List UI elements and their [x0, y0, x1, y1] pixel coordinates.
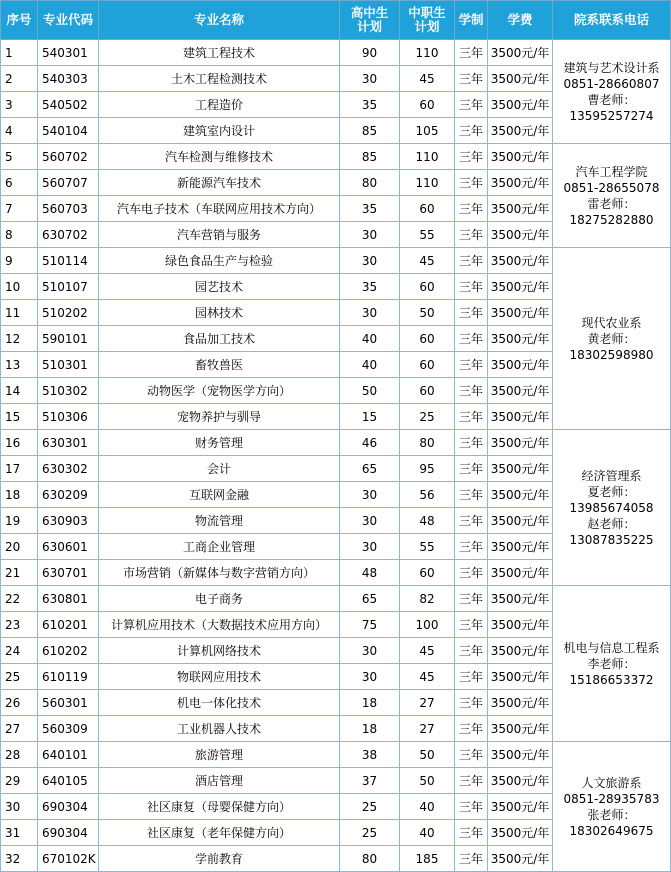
hs-plan-cell: 85: [340, 144, 400, 170]
major-name-cell: 汽车营销与服务: [99, 222, 340, 248]
major-code-cell: 630301: [38, 430, 99, 456]
vs-plan-cell: 40: [400, 820, 455, 846]
tuition-fee-cell: 3500元/年: [488, 144, 553, 170]
tuition-fee-cell: 3500元/年: [488, 92, 553, 118]
major-code-cell: 630302: [38, 456, 99, 482]
vs-plan-cell: 40: [400, 794, 455, 820]
major-code-cell: 690304: [38, 794, 99, 820]
row-index-cell: 24: [1, 638, 38, 664]
table-row: [1, 742, 671, 768]
tuition-fee-cell: 3500元/年: [488, 846, 553, 872]
duration-cell: 三年: [455, 768, 488, 794]
department-contact-line: 13595257274: [569, 108, 654, 123]
major-code-cell: 610201: [38, 612, 99, 638]
major-code-cell: 510301: [38, 352, 99, 378]
vs-plan-cell: 60: [400, 92, 455, 118]
major-name-cell: 园林技术: [99, 300, 340, 326]
tuition-fee-cell: 3500元/年: [488, 66, 553, 92]
major-code-cell: 640105: [38, 768, 99, 794]
hs-plan-cell: 90: [340, 40, 400, 66]
tuition-fee-cell: 3500元/年: [488, 248, 553, 274]
tuition-fee-cell: 3500元/年: [488, 508, 553, 534]
major-code-cell: 560707: [38, 170, 99, 196]
duration-cell: 三年: [455, 482, 488, 508]
major-code-cell: 630601: [38, 534, 99, 560]
row-index-cell: 20: [1, 534, 38, 560]
duration-cell: 三年: [455, 144, 488, 170]
tuition-fee-cell: 3500元/年: [488, 222, 553, 248]
department-contact-line: 经济管理系: [581, 468, 642, 483]
hs-plan-cell: 37: [340, 768, 400, 794]
header-hs-plan-line-2: 计划: [356, 19, 382, 34]
tuition-fee-cell: 3500元/年: [488, 352, 553, 378]
tuition-fee-cell: 3500元/年: [488, 742, 553, 768]
major-name-cell: 酒店管理: [99, 768, 340, 794]
vs-plan-cell: 80: [400, 430, 455, 456]
row-index-cell: 18: [1, 482, 38, 508]
row-index-cell: 11: [1, 300, 38, 326]
duration-cell: 三年: [455, 248, 488, 274]
department-contact-line: 现代农业系: [581, 315, 642, 330]
major-name-cell: 土木工程检测技术: [99, 66, 340, 92]
major-name-cell: 建筑工程技术: [99, 40, 340, 66]
table-row: [1, 586, 671, 612]
tuition-fee-cell: 3500元/年: [488, 586, 553, 612]
duration-cell: 三年: [455, 456, 488, 482]
major-name-cell: 工商企业管理: [99, 534, 340, 560]
major-code-cell: 540104: [38, 118, 99, 144]
department-contact-line: 人文旅游系: [581, 775, 642, 790]
vs-plan-cell: 48: [400, 508, 455, 534]
department-contact-line: 13087835225: [569, 532, 654, 547]
vs-plan-cell: 110: [400, 170, 455, 196]
table-row: [1, 430, 671, 456]
tuition-fee-cell: 3500元/年: [488, 560, 553, 586]
vs-plan-cell: 60: [400, 378, 455, 404]
department-contact-cell: [553, 144, 671, 248]
duration-cell: 三年: [455, 820, 488, 846]
major-name-cell: 互联网金融: [99, 482, 340, 508]
department-contact-line: 13985674058: [569, 500, 654, 515]
vs-plan-cell: 50: [400, 768, 455, 794]
major-code-cell: 560301: [38, 690, 99, 716]
duration-cell: 三年: [455, 690, 488, 716]
row-index-cell: 1: [1, 40, 38, 66]
vs-plan-cell: 25: [400, 404, 455, 430]
tuition-fee-cell: 3500元/年: [488, 768, 553, 794]
major-name-cell: 社区康复（老年保健方向）: [99, 820, 340, 846]
row-index-cell: 22: [1, 586, 38, 612]
hs-plan-cell: 35: [340, 274, 400, 300]
duration-cell: 三年: [455, 170, 488, 196]
department-contact-line: 0851-28655078: [563, 180, 660, 195]
major-name-cell: 财务管理: [99, 430, 340, 456]
duration-cell: 三年: [455, 534, 488, 560]
major-code-cell: 510202: [38, 300, 99, 326]
department-contact-line: 黄老师：: [587, 331, 636, 346]
row-index-cell: 12: [1, 326, 38, 352]
major-code-cell: 630701: [38, 560, 99, 586]
row-index-cell: 31: [1, 820, 38, 846]
vs-plan-cell: 60: [400, 560, 455, 586]
hs-plan-cell: 50: [340, 378, 400, 404]
department-contact-cell: [553, 248, 671, 430]
header-code: 专业代码: [38, 1, 99, 40]
hs-plan-cell: 15: [340, 404, 400, 430]
vs-plan-cell: 60: [400, 274, 455, 300]
department-contact-line: 15186653372: [569, 672, 654, 687]
major-name-cell: 社区康复（母婴保健方向）: [99, 794, 340, 820]
row-index-cell: 29: [1, 768, 38, 794]
major-code-cell: 510107: [38, 274, 99, 300]
row-index-cell: 13: [1, 352, 38, 378]
tuition-fee-cell: 3500元/年: [488, 820, 553, 846]
major-name-cell: 汽车电子技术（车联网应用技术方向）: [99, 196, 340, 222]
hs-plan-cell: 65: [340, 456, 400, 482]
major-code-cell: 560703: [38, 196, 99, 222]
hs-plan-cell: 35: [340, 92, 400, 118]
tuition-fee-cell: 3500元/年: [488, 716, 553, 742]
tuition-fee-cell: 3500元/年: [488, 274, 553, 300]
tuition-fee-cell: 3500元/年: [488, 40, 553, 66]
tuition-fee-cell: 3500元/年: [488, 638, 553, 664]
vs-plan-cell: 60: [400, 196, 455, 222]
major-code-cell: 560702: [38, 144, 99, 170]
vs-plan-cell: 185: [400, 846, 455, 872]
table-body: [1, 40, 671, 872]
hs-plan-cell: 35: [340, 196, 400, 222]
department-contact-line: 18302649675: [569, 823, 654, 838]
major-code-cell: 610119: [38, 664, 99, 690]
duration-cell: 三年: [455, 742, 488, 768]
table-row: [1, 40, 671, 66]
department-contact-cell: [553, 586, 671, 742]
duration-cell: 三年: [455, 560, 488, 586]
duration-cell: 三年: [455, 404, 488, 430]
department-contact-line: 18302598980: [569, 347, 654, 362]
header-hs-plan-line-1: 高中生: [350, 5, 389, 20]
duration-cell: 三年: [455, 846, 488, 872]
duration-cell: 三年: [455, 586, 488, 612]
row-index-cell: 16: [1, 430, 38, 456]
row-index-cell: 30: [1, 794, 38, 820]
duration-cell: 三年: [455, 326, 488, 352]
major-code-cell: 610202: [38, 638, 99, 664]
duration-cell: 三年: [455, 40, 488, 66]
row-index-cell: 7: [1, 196, 38, 222]
header-row: [1, 1, 671, 40]
header-vs-plan: [400, 1, 455, 40]
tuition-fee-cell: 3500元/年: [488, 170, 553, 196]
major-code-cell: 630209: [38, 482, 99, 508]
row-index-cell: 27: [1, 716, 38, 742]
duration-cell: 三年: [455, 300, 488, 326]
department-contact-line: 18275282880: [569, 212, 654, 227]
department-contact-cell: [553, 742, 671, 872]
major-code-cell: 630903: [38, 508, 99, 534]
department-contact-cell: [553, 40, 671, 144]
row-index-cell: 19: [1, 508, 38, 534]
header-fee: 学费: [488, 1, 553, 40]
hs-plan-cell: 48: [340, 560, 400, 586]
major-code-cell: 630801: [38, 586, 99, 612]
vs-plan-cell: 50: [400, 742, 455, 768]
vs-plan-cell: 82: [400, 586, 455, 612]
vs-plan-cell: 105: [400, 118, 455, 144]
major-code-cell: 670102K: [38, 846, 99, 872]
department-contact-line: 夏老师：: [587, 484, 636, 499]
tuition-fee-cell: 3500元/年: [488, 430, 553, 456]
row-index-cell: 21: [1, 560, 38, 586]
duration-cell: 三年: [455, 430, 488, 456]
duration-cell: 三年: [455, 378, 488, 404]
duration-cell: 三年: [455, 612, 488, 638]
duration-cell: 三年: [455, 92, 488, 118]
hs-plan-cell: 30: [340, 534, 400, 560]
tuition-fee-cell: 3500元/年: [488, 794, 553, 820]
header-duration: 学制: [455, 1, 488, 40]
header-vs-plan-line-2: 计划: [414, 19, 440, 34]
hs-plan-cell: 30: [340, 482, 400, 508]
row-index-cell: 14: [1, 378, 38, 404]
department-contact-line: 赵老师：: [587, 516, 636, 531]
duration-cell: 三年: [455, 664, 488, 690]
department-contact-cell: [553, 430, 671, 586]
hs-plan-cell: 40: [340, 352, 400, 378]
department-contact-line: 建筑与艺术设计系: [563, 60, 660, 75]
major-name-cell: 绿色食品生产与检验: [99, 248, 340, 274]
major-name-cell: 工业机器人技术: [99, 716, 340, 742]
hs-plan-cell: 25: [340, 794, 400, 820]
vs-plan-cell: 27: [400, 690, 455, 716]
hs-plan-cell: 80: [340, 170, 400, 196]
row-index-cell: 5: [1, 144, 38, 170]
major-name-cell: 计算机网络技术: [99, 638, 340, 664]
duration-cell: 三年: [455, 716, 488, 742]
header-index: 序号: [1, 1, 38, 40]
major-code-cell: 510302: [38, 378, 99, 404]
major-name-cell: 汽车检测与维修技术: [99, 144, 340, 170]
major-name-cell: 工程造价: [99, 92, 340, 118]
row-index-cell: 23: [1, 612, 38, 638]
duration-cell: 三年: [455, 352, 488, 378]
department-contact-line: 汽车工程学院: [575, 164, 648, 179]
row-index-cell: 17: [1, 456, 38, 482]
hs-plan-cell: 65: [340, 586, 400, 612]
major-code-cell: 510114: [38, 248, 99, 274]
major-name-cell: 学前教育: [99, 846, 340, 872]
header-name: 专业名称: [99, 1, 340, 40]
duration-cell: 三年: [455, 66, 488, 92]
department-contact-line: 0851-28935783: [563, 791, 660, 806]
row-index-cell: 9: [1, 248, 38, 274]
vs-plan-cell: 110: [400, 144, 455, 170]
tuition-fee-cell: 3500元/年: [488, 118, 553, 144]
tuition-fee-cell: 3500元/年: [488, 326, 553, 352]
department-contact-line: 李老师：: [587, 656, 636, 671]
major-code-cell: 510306: [38, 404, 99, 430]
hs-plan-cell: 30: [340, 66, 400, 92]
hs-plan-cell: 18: [340, 716, 400, 742]
tuition-fee-cell: 3500元/年: [488, 456, 553, 482]
hs-plan-cell: 30: [340, 300, 400, 326]
major-code-cell: 690304: [38, 820, 99, 846]
major-name-cell: 机电一体化技术: [99, 690, 340, 716]
row-index-cell: 28: [1, 742, 38, 768]
tuition-fee-cell: 3500元/年: [488, 378, 553, 404]
row-index-cell: 32: [1, 846, 38, 872]
hs-plan-cell: 75: [340, 612, 400, 638]
duration-cell: 三年: [455, 508, 488, 534]
hs-plan-cell: 18: [340, 690, 400, 716]
hs-plan-cell: 30: [340, 248, 400, 274]
major-code-cell: 640101: [38, 742, 99, 768]
department-contact-line: 曹老师：: [587, 92, 636, 107]
vs-plan-cell: 45: [400, 638, 455, 664]
major-name-cell: 新能源汽车技术: [99, 170, 340, 196]
major-name-cell: 食品加工技术: [99, 326, 340, 352]
row-index-cell: 10: [1, 274, 38, 300]
hs-plan-cell: 30: [340, 508, 400, 534]
hs-plan-cell: 38: [340, 742, 400, 768]
major-name-cell: 园艺技术: [99, 274, 340, 300]
row-index-cell: 8: [1, 222, 38, 248]
tuition-fee-cell: 3500元/年: [488, 404, 553, 430]
major-code-cell: 560309: [38, 716, 99, 742]
hs-plan-cell: 40: [340, 326, 400, 352]
tuition-fee-cell: 3500元/年: [488, 690, 553, 716]
row-index-cell: 2: [1, 66, 38, 92]
hs-plan-cell: 30: [340, 222, 400, 248]
vs-plan-cell: 45: [400, 664, 455, 690]
department-contact-line: 0851-28660807: [563, 76, 660, 91]
vs-plan-cell: 100: [400, 612, 455, 638]
table-row: [1, 248, 671, 274]
department-contact-line: 机电与信息工程系: [563, 640, 660, 655]
tuition-fee-cell: 3500元/年: [488, 482, 553, 508]
major-name-cell: 畜牧兽医: [99, 352, 340, 378]
row-index-cell: 15: [1, 404, 38, 430]
hs-plan-cell: 30: [340, 638, 400, 664]
vs-plan-cell: 56: [400, 482, 455, 508]
row-index-cell: 25: [1, 664, 38, 690]
header-vs-plan-line-1: 中职生: [408, 5, 446, 20]
major-name-cell: 旅游管理: [99, 742, 340, 768]
vs-plan-cell: 95: [400, 456, 455, 482]
major-name-cell: 会计: [99, 456, 340, 482]
vs-plan-cell: 110: [400, 40, 455, 66]
hs-plan-cell: 25: [340, 820, 400, 846]
major-code-cell: 590101: [38, 326, 99, 352]
major-code-cell: 540303: [38, 66, 99, 92]
vs-plan-cell: 55: [400, 534, 455, 560]
duration-cell: 三年: [455, 638, 488, 664]
tuition-fee-cell: 3500元/年: [488, 664, 553, 690]
major-code-cell: 540502: [38, 92, 99, 118]
major-name-cell: 市场营销（新媒体与数字营销方向）: [99, 560, 340, 586]
major-name-cell: 建筑室内设计: [99, 118, 340, 144]
hs-plan-cell: 46: [340, 430, 400, 456]
department-contact-line: 雷老师：: [587, 196, 636, 211]
major-name-cell: 动物医学（宠物医学方向）: [99, 378, 340, 404]
hs-plan-cell: 85: [340, 118, 400, 144]
department-contact-line: 张老师：: [587, 807, 636, 822]
row-index-cell: 6: [1, 170, 38, 196]
duration-cell: 三年: [455, 794, 488, 820]
major-name-cell: 宠物养护与驯导: [99, 404, 340, 430]
vs-plan-cell: 55: [400, 222, 455, 248]
major-name-cell: 计算机应用技术（大数据技术应用方向）: [99, 612, 340, 638]
major-name-cell: 物流管理: [99, 508, 340, 534]
major-name-cell: 物联网应用技术: [99, 664, 340, 690]
vs-plan-cell: 60: [400, 326, 455, 352]
vs-plan-cell: 45: [400, 66, 455, 92]
duration-cell: 三年: [455, 274, 488, 300]
hs-plan-cell: 30: [340, 664, 400, 690]
header-contact: 院系联系电话: [553, 1, 671, 40]
row-index-cell: 3: [1, 92, 38, 118]
major-code-cell: 540301: [38, 40, 99, 66]
duration-cell: 三年: [455, 196, 488, 222]
tuition-fee-cell: 3500元/年: [488, 196, 553, 222]
table-row: [1, 144, 671, 170]
vs-plan-cell: 45: [400, 248, 455, 274]
row-index-cell: 4: [1, 118, 38, 144]
vs-plan-cell: 27: [400, 716, 455, 742]
hs-plan-cell: 80: [340, 846, 400, 872]
vs-plan-cell: 50: [400, 300, 455, 326]
tuition-fee-cell: 3500元/年: [488, 612, 553, 638]
major-name-cell: 电子商务: [99, 586, 340, 612]
header-hs-plan: [340, 1, 400, 40]
duration-cell: 三年: [455, 118, 488, 144]
major-code-cell: 630702: [38, 222, 99, 248]
tuition-fee-cell: 3500元/年: [488, 534, 553, 560]
duration-cell: 三年: [455, 222, 488, 248]
row-index-cell: 26: [1, 690, 38, 716]
vs-plan-cell: 60: [400, 352, 455, 378]
tuition-fee-cell: 3500元/年: [488, 300, 553, 326]
